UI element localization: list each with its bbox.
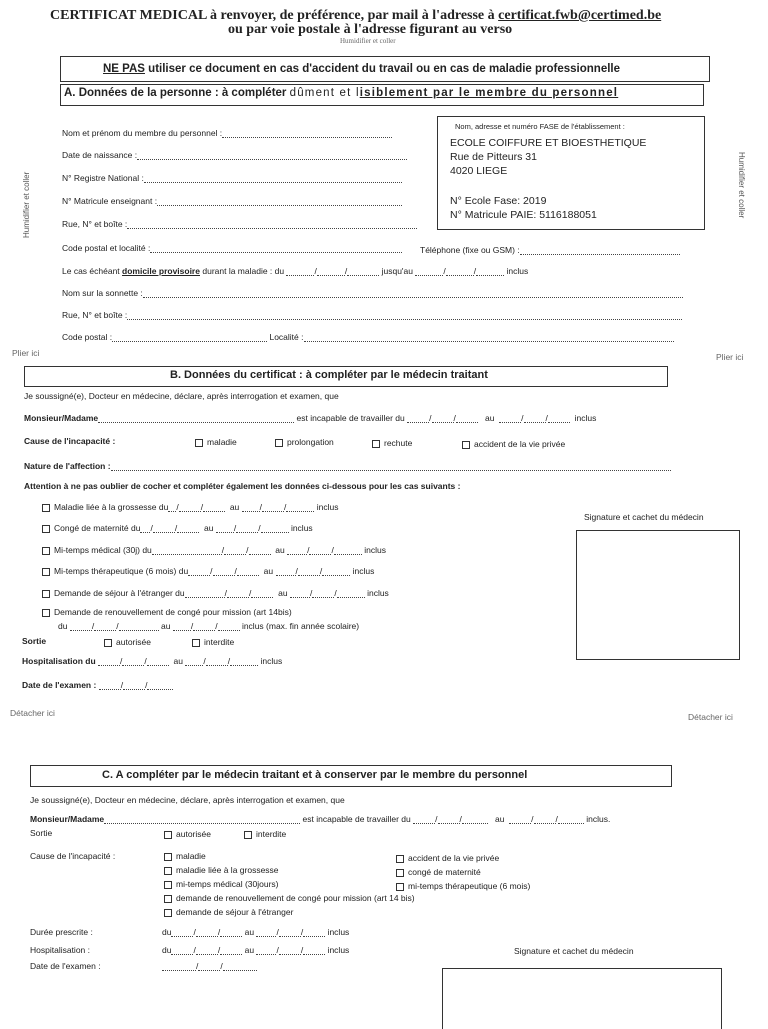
b-inclus: inclus: [574, 413, 597, 423]
c-cause-maladie[interactable]: [164, 851, 206, 861]
b-case-mitemps-medical[interactable]: Mi-temps médical (30j) du / / au / / inclus: [42, 545, 386, 555]
b-mission-inclus: inclus (max. fin année scolaire): [241, 621, 360, 631]
b-sortie-label: Sortie: [22, 636, 47, 646]
provisoire-inclus: inclus: [506, 266, 529, 276]
b-mission-dates[interactable]: du / / au / / inclus (max. fin année scolaire): [58, 621, 360, 631]
b-sortie-interdite[interactable]: [192, 637, 234, 647]
provisoire-u: domicile provisoire: [122, 266, 200, 276]
c-hosp-dates[interactable]: du / / au / / inclus: [162, 945, 350, 955]
b-cause-rechute[interactable]: [372, 438, 412, 448]
c-cause-accident-label: accident de la vie privée: [408, 853, 500, 863]
field-rue2-label: Rue, N° et boîte :: [62, 310, 128, 320]
b-cause-maladie-label: maladie: [207, 437, 237, 447]
b-case-grossesse[interactable]: Maladie liée à la grossesse du / / au / / inclus: [42, 502, 339, 512]
c-cause-mitemps-label: mi-temps médical (30jours): [176, 879, 279, 889]
section-b-monsieur[interactable]: Monsieur/Madame est incapable de travailler du / / au / / inclus: [24, 413, 597, 423]
b-cause-accident[interactable]: [462, 439, 565, 449]
section-a-title-bold: A. Données de la personne : à compléter: [64, 87, 287, 99]
c-cause-therapeutique[interactable]: [396, 881, 530, 891]
field-sonnette[interactable]: [62, 288, 683, 298]
field-registre[interactable]: [62, 173, 402, 183]
c-cause-label: Cause de l'incapacité :: [30, 851, 116, 861]
field-rue-label: Rue, N° et boîte :: [62, 219, 128, 229]
b-case-grossesse-inclus: inclus: [316, 502, 339, 512]
section-a-title: [64, 87, 618, 99]
field-rue2[interactable]: [62, 310, 682, 320]
field-matricule-label: N° Matricule enseignant :: [62, 196, 158, 206]
b-hosp-au: au: [173, 656, 183, 666]
c-duree-label: Durée prescrite :: [30, 927, 93, 937]
establishment-label: Nom, adresse et numéro FASE de l'établissement :: [455, 122, 625, 131]
b-attention: Attention à ne pas oublier de cocher et compléter également les données ci-dessous pour les cas suivants :: [24, 481, 461, 491]
field-codepostal[interactable]: [62, 332, 674, 342]
b-examen[interactable]: Date de l'examen : / /: [22, 680, 173, 690]
field-naissance[interactable]: [62, 150, 407, 160]
b-sortie-autorisee-label: autorisée: [116, 637, 151, 647]
provisoire-mid: durant la maladie : du: [202, 266, 285, 276]
field-codepostal-label: Code postal :: [62, 332, 113, 342]
c-duree-dates[interactable]: du / / au / / inclus: [162, 927, 350, 937]
detacher-right: Détacher ici: [688, 712, 733, 722]
b-cause-maladie[interactable]: [195, 437, 237, 447]
c-inclus: inclus.: [586, 814, 611, 824]
b-case-mitemps-medical-inclus: inclus: [364, 545, 386, 555]
establishment-street: Rue de Pitteurs 31: [450, 151, 537, 163]
b-case-mitemps-therapeutique-label: Mi-temps thérapeutique (6 mois) du: [54, 566, 189, 576]
b-case-sejour-inclus: inclus: [367, 588, 389, 598]
c-examen-dates[interactable]: / /: [162, 961, 257, 971]
b-cause-label: Cause de l'incapacité :: [24, 436, 116, 446]
field-registre-label: N° Registre National :: [62, 173, 144, 183]
b-cause-rechute-label: rechute: [384, 438, 413, 448]
b-case-mitemps-therapeutique-au: au: [263, 566, 274, 576]
c-duree-inclus: inclus: [327, 927, 350, 937]
warning-text: [103, 63, 620, 75]
field-sonnette-label: Nom sur la sonnette :: [62, 288, 143, 298]
b-case-grossesse-label: Maladie liée à la grossesse du: [54, 502, 169, 512]
b-case-mission[interactable]: [42, 607, 292, 617]
field-localite-label: Localité :: [269, 332, 304, 342]
header-line2: ou par voie postale à l'adresse figurant au verso: [228, 22, 513, 37]
warning-ne-pas: NE PAS: [103, 63, 145, 75]
section-b-intro: Je soussigné(e), Docteur en médecine, déclare, après interrogation et examen, que: [24, 391, 339, 401]
header-email[interactable]: certificat.fwb@certimed.be: [498, 8, 662, 23]
b-case-sejour-label: Demande de séjour à l'étranger du: [54, 588, 185, 598]
c-duree-au: au: [244, 927, 255, 937]
establishment-fase: N° Ecole Fase: 2019: [450, 195, 547, 207]
c-signature-label: Signature et cachet du médecin: [514, 946, 634, 956]
header-title-text: CERTIFICAT MEDICAL à renvoyer, de préférence, par mail à l'adresse à: [50, 8, 495, 23]
b-case-mitemps-therapeutique-inclus: inclus: [352, 566, 375, 576]
b-case-grossesse-au: au: [229, 502, 240, 512]
b-case-mitemps-medical-label: Mi-temps médical (30j) du: [54, 545, 152, 555]
b-cause-prolongation-label: prolongation: [287, 437, 334, 447]
c-cause-grossesse[interactable]: [164, 865, 279, 875]
c-hosp-au: au: [244, 945, 255, 955]
c-au: au: [494, 814, 505, 824]
field-nom[interactable]: [62, 128, 392, 138]
c-cause-grossesse-label: maladie liée à la grossesse: [176, 865, 279, 875]
warning-rest: utiliser ce document en cas d'accident du travail ou en cas de maladie professionnelle: [148, 63, 621, 75]
b-case-maternite[interactable]: Congé de maternité du / / au / / inclus: [42, 523, 313, 533]
c-sortie-interdite[interactable]: [244, 829, 286, 839]
c-cause-sejour[interactable]: [164, 907, 293, 917]
side-humidifier-left: Humidifier et coller: [22, 171, 31, 238]
section-a-title-rest2: isiblement par le membre du personnel: [359, 87, 619, 99]
field-telephone[interactable]: [420, 245, 680, 255]
b-case-mitemps-medical-au: au: [275, 545, 285, 555]
b-case-maternite-inclus: inclus: [290, 523, 313, 533]
b-hospitalisation[interactable]: Hospitalisation du / / au / / inclus: [22, 656, 283, 666]
b-case-maternite-au: au: [203, 523, 214, 533]
plier-right: Plier ici: [716, 352, 744, 362]
c-cause-mitemps[interactable]: [164, 879, 279, 889]
field-naissance-label: Date de naissance :: [62, 150, 138, 160]
c-incapable: est incapable de travailler du: [302, 814, 411, 824]
c-cause-therapeutique-label: mi-temps thérapeutique (6 mois): [408, 881, 531, 891]
b-incapable: est incapable de travailler du: [296, 413, 405, 423]
b-case-mission-label: Demande de renouvellement de congé pour mission (art 14bis): [54, 607, 292, 617]
section-a-title-rest1: dûment et l: [289, 87, 360, 99]
b-nature-label: Nature de l'affection :: [24, 461, 111, 471]
c-monsieur[interactable]: Monsieur/Madame est incapable de travailler du / / au / / inclus.: [30, 814, 611, 824]
field-telephone-label: Téléphone (fixe ou GSM) :: [420, 245, 520, 255]
field-postal-label: Code postal et localité :: [62, 243, 151, 253]
c-duree-du: du: [162, 927, 172, 937]
field-matricule[interactable]: [62, 196, 402, 206]
establishment-paie: N° Matricule PAIE: 5116188051: [450, 209, 597, 221]
b-monsieur-label: Monsieur/Madame: [24, 413, 99, 423]
b-sortie-interdite-label: interdite: [204, 637, 235, 647]
establishment-name: ECOLE COIFFURE ET BIOESTHETIQUE: [450, 137, 647, 149]
c-examen-label: Date de l'examen :: [30, 961, 101, 971]
field-nom-label: Nom et prénom du membre du personnel :: [62, 128, 223, 138]
c-sortie-interdite-label: interdite: [256, 829, 287, 839]
b-cause-prolongation[interactable]: [275, 437, 334, 447]
b-hosp-label: Hospitalisation du: [22, 656, 96, 666]
b-signature-label: Signature et cachet du médecin: [584, 512, 704, 522]
b-mission-au: au: [160, 621, 171, 631]
b-case-maternite-label: Congé de maternité du: [54, 523, 141, 533]
provisoire-pre: Le cas échéant: [62, 266, 120, 276]
c-cause-maternite-label: congé de maternité: [408, 867, 481, 877]
field-provisoire[interactable]: Le cas échéant domicile provisoire durant la maladie : du / / jusqu'au / / inclus: [62, 266, 529, 276]
c-cause-sejour-label: demande de séjour à l'étranger: [176, 907, 294, 917]
c-cause-mission-label: demande de renouvellement de congé pour mission (art 14 bis): [176, 893, 415, 903]
section-c-intro: Je soussigné(e), Docteur en médecine, déclare, après interrogation et examen, que: [30, 795, 345, 805]
b-au: au: [484, 413, 495, 423]
field-rue[interactable]: [62, 219, 417, 229]
establishment-city: 4020 LIEGE: [450, 165, 508, 177]
c-sortie-autorisee[interactable]: [164, 829, 211, 839]
c-sortie-label: Sortie: [30, 828, 53, 838]
b-examen-label: Date de l'examen :: [22, 680, 97, 690]
b-mission-du: du: [58, 621, 68, 631]
b-nature[interactable]: [24, 461, 671, 471]
c-cause-accident[interactable]: [396, 853, 499, 863]
b-case-sejour[interactable]: Demande de séjour à l'étranger du / / au / / inclus: [42, 588, 389, 598]
field-postal[interactable]: [62, 243, 402, 253]
detacher-left: Détacher ici: [10, 708, 55, 718]
b-hosp-inclus: inclus: [260, 656, 283, 666]
b-sortie-autorisee[interactable]: [104, 637, 151, 647]
b-case-sejour-au: au: [278, 588, 288, 598]
side-humidifier-right: Humidifier et coller: [737, 152, 746, 219]
header-humidifier: Humidifier et coller: [340, 37, 396, 45]
b-case-mitemps-therapeutique[interactable]: Mi-temps thérapeutique (6 mois) du / / au / / inclus: [42, 566, 374, 576]
c-cause-maladie-label: maladie: [176, 851, 206, 861]
section-c-title: C. A compléter par le médecin traitant et à conserver par le membre du personnel: [102, 769, 528, 781]
section-b-title: B. Données du certificat : à compléter par le médecin traitant: [170, 369, 488, 381]
plier-left: Plier ici: [12, 348, 40, 358]
c-monsieur-label: Monsieur/Madame: [30, 814, 105, 824]
b-signature-box[interactable]: [576, 530, 740, 660]
c-hosp-inclus: inclus: [327, 945, 350, 955]
c-hosp-du: du: [162, 945, 172, 955]
c-cause-maternite[interactable]: [396, 867, 481, 877]
c-signature-box[interactable]: [442, 968, 722, 1029]
c-sortie-autorisee-label: autorisée: [176, 829, 211, 839]
c-hosp-label: Hospitalisation :: [30, 945, 91, 955]
c-cause-mission[interactable]: [164, 893, 415, 903]
provisoire-jusquau: jusqu'au: [381, 266, 414, 276]
b-cause-accident-label: accident de la vie privée: [474, 439, 566, 449]
